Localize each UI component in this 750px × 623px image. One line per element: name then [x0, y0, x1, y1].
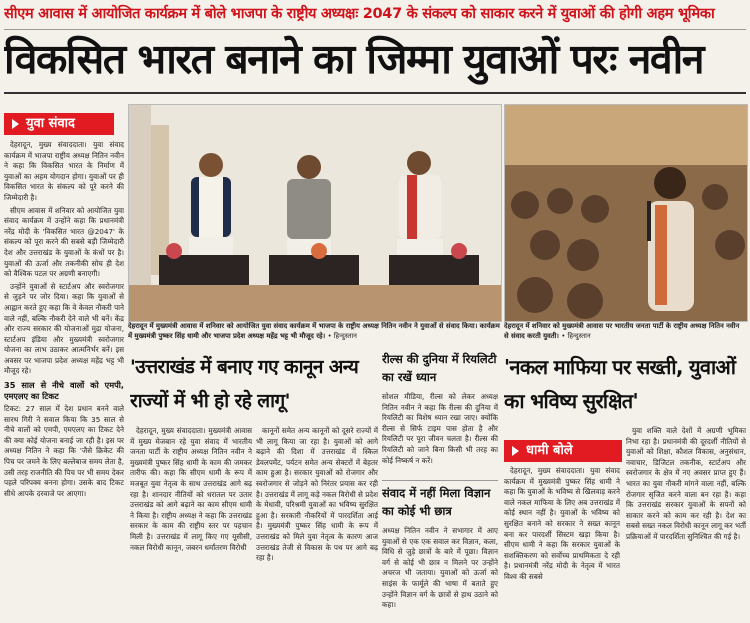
science-box-paragraph: अध्यक्ष नितिन नवीन ने सभागार में आए युवाओं से एक एक सवाल कर विज्ञान, कला, विधि से जुड़े छात्रों के बारे में पूछा। विज्ञान वर्ग से कोई भी छात्र न मिलने पर उन्होंने अचरज भी जताया। युवाओं को ऊर्जा को साइंस के फार्मूले की भाषा में बताते हुए उन्होंने विज्ञान वर्ग के छात्रों से हाथ उठाने को कहा।: [382, 526, 498, 610]
right-caption-credit: • हिन्दुस्तान: [561, 331, 591, 340]
right-photo-illustration: [505, 105, 747, 321]
main-caption-text: देहरादून में मुख्यमंत्री आवास में शनिवार को आयोजित युवा संवाद कार्यक्रम में भाजपा के राष्ट्रीय अध्यक्ष नितिन नवीन ने युवाओं से संवाद किया। कार्यक्रम में मुख्यमंत्री पुष्कर सिंह धामी और भाजपा प्रदेश अध्यक्ष महेंद्र भट्ट भी मौजूद रहे।: [128, 322, 500, 340]
dhami-tag: धामी बोले: [504, 440, 622, 462]
right-photo: [504, 104, 748, 322]
main-headline: विकसित भारत बनाने का जिम्मा युवाओं परः नवीन: [4, 35, 704, 83]
left-paragraph: उन्होंने युवाओं से स्टार्टअप और स्वरोजगार से जुड़ने पर जोर दिया। कहा कि युवाओं से आह्वान करते हुए कहा कि वे केवल नौकरी पाने वाले नहीं, बल्कि नौकरी देने वाले भी बनें। केंद्र और राज्य सरकार की योजनाओं मुद्रा योजना, स्टार्टअप इंडिया और मुख्यमंत्री स्वरोजगार योजना का लाभ उठाकर आत्मनिर्भर बनें। इस अवसर पर भाजपा प्रदेश अध्यक्ष महेंद्र भट्ट भी मौजूद रहे।: [4, 281, 124, 376]
reels-box-title: रील्स की दुनिया में रियलिटी का रखें ध्यान: [382, 352, 497, 384]
section-tag: युवा संवाद: [4, 113, 114, 135]
reels-box-paragraph: सोशल मीडिया, रील्स को लेकर अध्यक्ष नितिन नवीन ने कहा कि रील्स की दुनिया में रियलिटी का विशेष ध्यान रखा जाए। क्योंकि रील्स से सिर्फ टाइम पास होता है और रियलिटी पर पूरा जीवन चलता है। रील्स की रियलिटी को जाने बिना किसी भी तरह का कोई निष्कर्ष न करें।: [382, 392, 498, 465]
right-column-2: [626, 426, 746, 622]
left-paragraph: टिकट: 27 साल में देश प्रधान बनने वाले सारथ गिरी ने सवाल किया कि 35 साल से नीचे वालों को एमपी, एमएलए का टिकट देने की क्या कोई योजना बनाई जा रही है। इस पर अध्यक्ष नितिन ने कहा कि 'जैसे क्रिकेट की पिच पर जमने के लिए बल्लेबाज समय लेता है, उसी तरह राजनीति की पिच पर भी समय देकर पहले परिपक्व बनना होगा। उसके बाद टिकट सीधे आपके दरवाजे पर आएगा।: [4, 404, 124, 498]
right-quote: 'नकल माफिया पर सख्ती, युवाओं का भविष्य सुरक्षित': [504, 355, 736, 413]
left-paragraph: सीएम आवास में शनिवार को आयोजित युवा संवाद कार्यक्रम में उन्होंने कहा कि प्रधानमंत्री नरेंद्र मोदी के 'विकसित भारत @2047' के संकल्प को पूरा करने की सबसे बड़ी जिम्मेदारी देश और उत्तराखंड के युवाओं के कंधों पर है। युवाओं की ऊर्जा और तकनीकी सोच ही देश को वैश्विक पटल पर अग्रणी बनाएगी।: [4, 205, 124, 279]
center-quote: 'उत्तराखंड में बनाए गए कानून अन्य राज्यों में भी हो रहे लागू': [130, 356, 359, 412]
kicker-headline: सीएम आवास में आयोजित कार्यक्रम में बोले भाजपा के राष्ट्रीय अध्यक्षः 2047 के संकल्प को साकार करने में युवाओं की होगी अहम भूमिका: [4, 6, 715, 22]
center-column-1: [130, 426, 252, 622]
right-paragraph: युवा शक्ति वाले देशों में अग्रणी भूमिका निभा रहा है। प्रधानमंत्री की दूरदर्शी नीतियों से युवाओं को शिक्षा, कौशल विकास, अनुसंधान, नवाचार, डिजिटल तकनीक, स्टार्टअप और स्वरोजगार के क्षेत्र में नए अवसर प्राप्त हुए हैं। भारत का युवा नौकरी मांगने वाला नहीं, बल्कि रोजगार सृजित करने वाला बन रहा है। कहा कि उत्तराखंड सरकार युवाओं के सपनों को साकार करने को काम कर रही है। देश का सबसे सख्त नकल विरोधी कानून लागू कर भर्ती प्रक्रियाओं में पारदर्शिता सुनिश्चित की गई है।: [626, 426, 746, 541]
center-column-2: [256, 426, 378, 622]
headline-divider: [4, 92, 746, 94]
main-caption-credit: • हिन्दुस्तान: [327, 331, 357, 340]
left-column: [4, 140, 124, 620]
box-divider: [382, 480, 498, 481]
left-subhead: 35 साल से नीचे वालों को एमपी, एमएलए का टिकट: [4, 380, 124, 402]
left-paragraph: देहरादून, मुख्य संवाददाता। युवा संवाद कार्यक्रम में भाजपा राष्ट्रीय अध्यक्ष नितिन नवीन ने कहा कि विकसित भारत के निर्माण में युवाओं का अहम योगदान होगा। युवाओं पर ही विकसित भारत के संकल्प को पूरे करने की जिम्मेदारी है।: [4, 140, 124, 202]
main-photo-caption: [128, 322, 500, 342]
right-column-1: [504, 466, 620, 622]
right-paragraph: देहरादून, मुख्य संवाददाता। युवा संवाद कार्यक्रम में मुख्यमंत्री पुष्कर सिंह धामी ने कहा कि युवाओं के भविष्य से खिलवाड़ करने वाले नकल माफिया के लिए अब उत्तराखंड में कोई स्थान नहीं है। युवाओं के भविष्य को सुरक्षित बनाने को सरकार ने सख्त कानून बना कर पारदर्शी सिस्टम खड़ा किया है। सीएम धामी ने कहा कि सरकार युवाओं के सशक्तिकरण को सर्वोच्च प्राथमिकता दे रही है। प्रधानमंत्री नरेंद्र मोदी के नेतृत्व में भारत विश्व की सबसे: [504, 466, 620, 581]
reels-box-text: [382, 392, 498, 478]
right-caption-text: देहरादून में शनिवार को मुख्यमंत्री आवास पर भारतीय जनता पार्टी के राष्ट्रीय अध्यक्ष नितिन नवीन से संवाद करती युवती।: [504, 322, 740, 340]
center-paragraph: देहरादून, मुख्य संवाददाता। मुख्यमंत्री आवास में मुख्य मेजबान रहे युवा संवाद में भारतीय जनता पार्टी के राष्ट्रीय अध्यक्ष नितिन नवीन ने मुख्यमंत्री पुष्कर सिंह धामी के काम की जमकर तारीफ की। कहा कि सीएम धामी के रूप में मजबूत युवा नेतृत्व के साथ उत्तराखंड आगे बढ़ रहा है। शानदार नीतियों को धरातल पर उतार उत्तराखंड को आगे बढ़ाने का काम सीएम धामी ने किया है। राष्ट्रीय अध्यक्ष ने कहा कि उत्तराखंड सरकार के काम की राष्ट्रीय स्तर पर पहचान मिली है। उत्तराखंड में लागू किए गए यूसीसी, नकल विरोधी कानून, जबरन धर्मांतरण विरोधी: [130, 426, 252, 552]
right-photo-caption: [504, 322, 746, 342]
main-photo: [128, 104, 502, 322]
main-photo-illustration: [129, 105, 501, 321]
center-paragraph: कानूनों समेत अन्य कानूनों को दूसरे राज्यों में भी लागू किया जा रहा है। युवाओं को आगे बढ़ाने की दिशा में उत्तराखंड में स्किल डेवलपमेंट, पर्यटन समेत अन्य सेक्टरों में बेहतर काम हुआ है। सरकार युवाओं को रोजगार और स्वरोजगार से जोड़ने को निरंतर प्रयास कर रही है। उत्तराखंड में लागू कड़े नकल विरोधी से प्रदेश के मेधावी, परिश्रमी युवाओं का भविष्य सुरक्षित हुआ है। सरकारी नौकरियों में पारदर्शिता आई है। मुख्यमंत्री पुष्कर सिंह धामी के रूप में उत्तराखंड को मिले युवा नेतृत्व के कारण आज उत्तराखंड तेजी से विकास के पथ पर आगे बढ़ रहा है।: [256, 426, 378, 563]
science-box-title: संवाद में नहीं मिला विज्ञान का कोई भी छात्र: [382, 486, 491, 518]
science-box-text: [382, 526, 498, 622]
